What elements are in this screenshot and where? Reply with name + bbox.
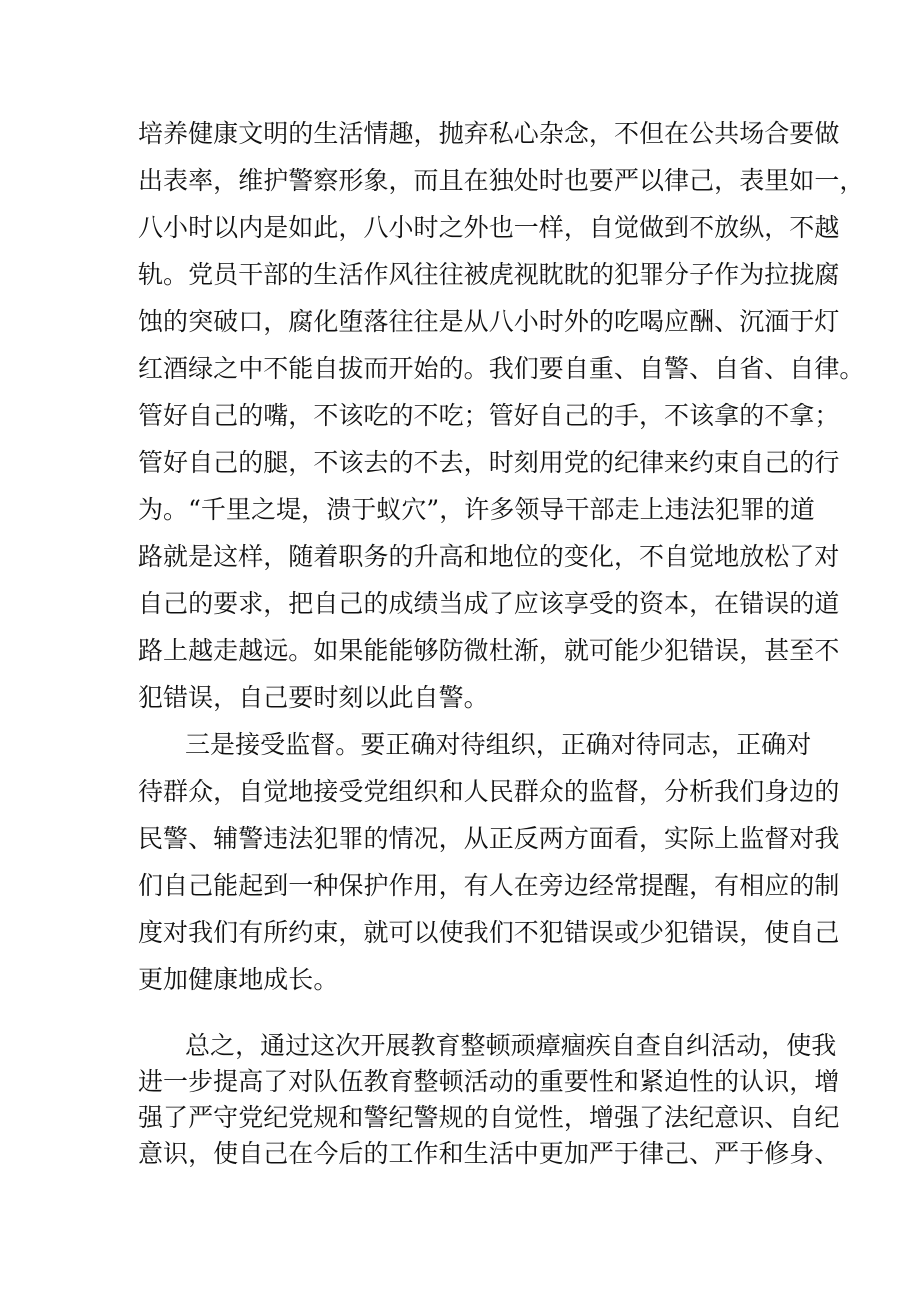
text-line: 度对我们有所约束，就可以使我们不犯错误或少犯错误，使自己: [138, 918, 840, 947]
text-line: 三是接受监督。要正确对待组织，正确对待同志，正确对: [185, 730, 812, 759]
text-line: 强了严守党纪党规和警纪警规的自觉性，增强了法纪意识、自纪: [138, 1103, 840, 1132]
text-line: 总之，通过这次开展教育整顿顽瘴痼疾自查自纠活动，使我: [185, 1031, 837, 1060]
text-line: 路上越走越远。如果能能够防微杜渐，就可能少犯错误，甚至不: [138, 636, 840, 665]
text-line: 培养健康文明的生活情趣，抛弃私心杂念，不但在公共场合要做: [138, 119, 840, 148]
text-line: 民警、辅警违法犯罪的情况，从正反两方面看，实际上监督对我: [138, 824, 840, 853]
text-line: 自己的要求，把自己的成绩当成了应该享受的资本，在错误的道: [138, 589, 840, 618]
text-line: 管好自己的嘴，不该吃的不吃；管好自己的手，不该拿的不拿；: [138, 401, 840, 430]
text-line: 出表率，维护警察形象，而且在独处时也要严以律己，表里如一，: [138, 166, 865, 195]
text-line: 们自己能起到一种保护作用，有人在旁边经常提醒，有相应的制: [138, 871, 840, 900]
text-line: 八小时以内是如此，八小时之外也一样，自觉做到不放纵，不越: [138, 213, 840, 242]
text-line: 蚀的突破口，腐化堕落往往是从八小时外的吃喝应酬、沉湎于灯: [138, 307, 840, 336]
text-line: 更加健康地成长。: [138, 965, 339, 994]
text-line: 管好自己的腿，不该去的不去，时刻用党的纪律来约束自己的行: [138, 448, 840, 477]
text-line: 进一步提高了对队伍教育整顿活动的重要性和紧迫性的认识，增: [138, 1067, 840, 1096]
text-line: 为。“千里之堤，溃于蚁穴”，许多领导干部走上违法犯罪的道: [138, 495, 815, 524]
text-line: 轨。党员干部的生活作风往往被虎视眈眈的犯罪分子作为拉拢腐: [138, 260, 840, 289]
text-line: 红酒绿之中不能自拔而开始的。我们要自重、自警、自省、自律。: [138, 354, 865, 383]
text-line: 意识，使自己在今后的工作和生活中更加严于律己、严于修身、: [138, 1139, 840, 1168]
text-line: 待群众，自觉地接受党组织和人民群众的监督，分析我们身边的: [138, 777, 840, 806]
text-line: 犯错误，自己要时刻以此自警。: [138, 683, 489, 712]
text-line: 路就是这样，随着职务的升高和地位的变化，不自觉地放松了对: [138, 542, 840, 571]
